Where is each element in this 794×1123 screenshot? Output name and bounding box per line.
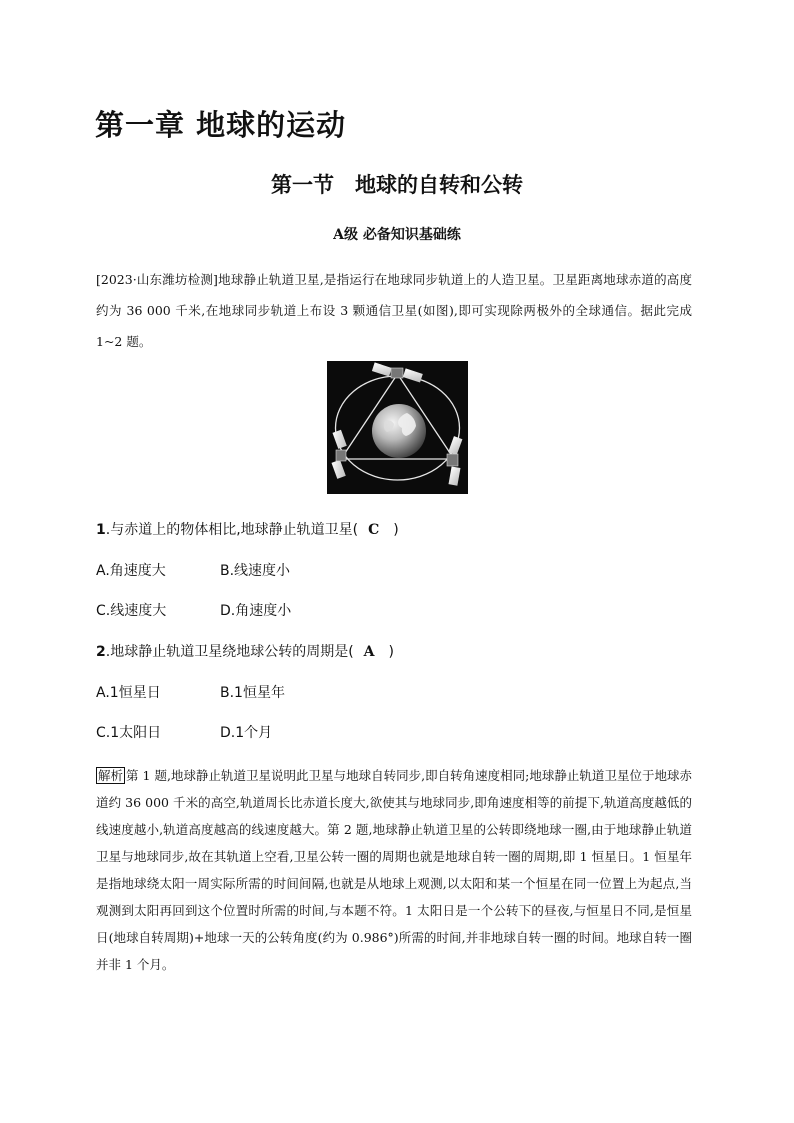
question-2 [96,641,394,661]
analysis-text: 第 1 题,地球静止轨道卫星说明此卫星与地球自转同步,即自转角速度相同;地球静止轨道卫星位于地球赤道约 36 000 千米的高空,轨道周长比赤道长度大,欲使其与地球同步,即角速度相等的前提下,轨道高度越低的线速度越小,轨道高度越高的线速度越大。第 2 题,地球静止轨道卫星的公转即绕地球一圈,由于地球静止轨道卫星与地球同步,故在其轨道上空看,卫星公转一圈的周期也就是地球自转一圈的周期,即 1 恒星日。1 恒星年是指地球绕太阳一周实际所需的时间间隔,也就是从地球上观测,以太阳和某一个恒星在同一位置上为起点,当观测到太阳再回到这个位置时所需的时间,与本题不符。1 太阳日是一个公转下的昼夜,与恒星日不同,是恒星日(地球自转周期)+地球一天的公转角度(约为 0.986°)所需的时间,并非地球自转一圈的时间。地球自转一圈并非 1 个月。 [96,768,692,972]
question-close-paren: ) [393,522,399,538]
option-a: A.1恒星日 [96,685,161,701]
option-d: D.角速度小 [220,603,292,619]
earth-globe [372,404,426,458]
answer: C [368,522,380,538]
question-stem: .地球静止轨道卫星绕地球公转的周期是( [105,644,354,660]
answer: A [363,644,375,660]
question-1 [96,519,399,539]
section-title: 第一节 地球的自转和公转 [271,173,523,197]
option-b: B.1恒星年 [220,685,285,701]
analysis-paragraph [96,762,692,978]
option-a: A.角速度大 [96,563,166,579]
satellite-orbit-figure [327,361,468,494]
level-title: A级 必备知识基础练 [333,227,461,243]
question-close-paren: ) [388,644,395,660]
chapter-title: 第一章 地球的运动 [95,108,347,142]
question-number: 1 [96,522,106,538]
option-d: D.1个月 [220,725,273,741]
option-c: C.1太阳日 [96,725,162,741]
option-b: B.线速度小 [220,563,291,579]
analysis-label: 解析 [98,768,124,783]
option-c: C.线速度大 [96,603,167,619]
question-stem: .与赤道上的物体相比,地球静止轨道卫星( [105,522,359,538]
intro-paragraph: [2023·山东潍坊检测]地球静止轨道卫星,是指运行在地球同步轨道上的人造卫星。卫星距离地球赤道的高度约为 36 000 千米,在地球同步轨道上布设 3 颗通信卫星(如图),即可实现除两极外的全球通信。据此完成 1~2 题。 [96,272,692,349]
question-number: 2 [96,644,106,660]
